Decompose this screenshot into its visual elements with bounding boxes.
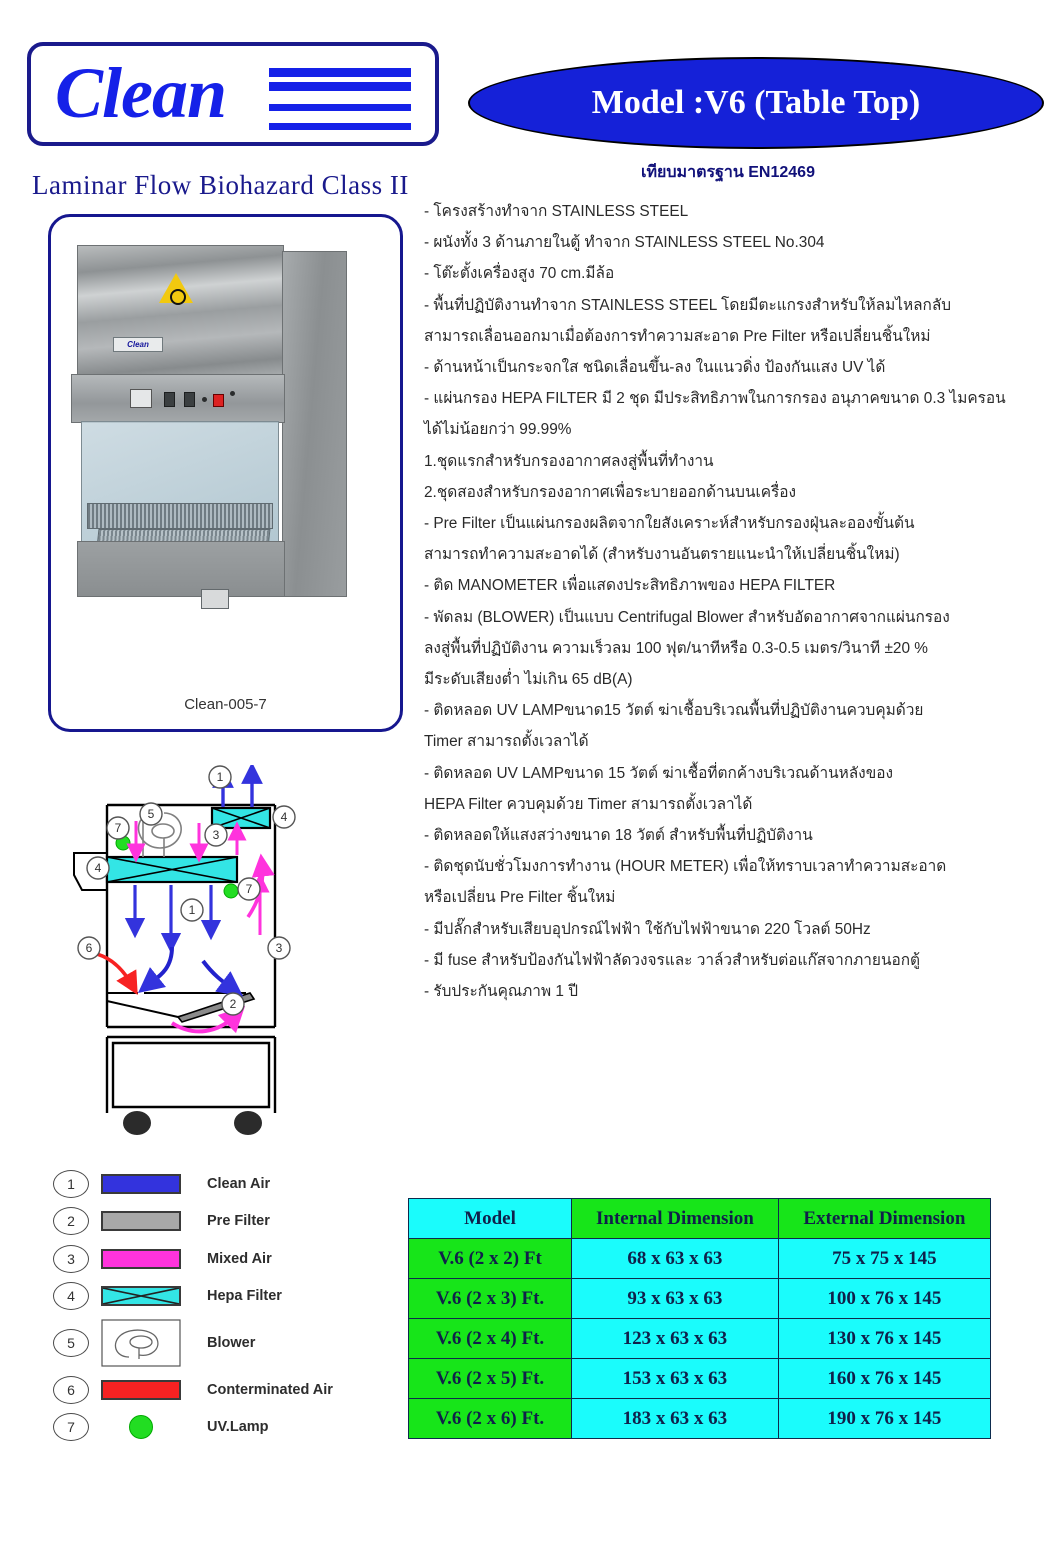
indicator-lamp	[202, 397, 207, 402]
spec-line: - โต๊ะตั้งเครื่องสูง 70 cm.มีล้อ	[424, 265, 615, 283]
knob-icon	[230, 391, 235, 396]
table-header-cell: External Dimension	[778, 1199, 990, 1239]
svg-text:3: 3	[275, 941, 283, 955]
cabinet-base	[77, 541, 285, 597]
legend-row	[45, 1165, 395, 1203]
spec-line: Timer สามารถตั้งเวลาได้	[424, 733, 589, 751]
cabinet-upper-housing	[77, 245, 284, 377]
legend-number: 3	[53, 1245, 89, 1273]
spec-line: ได้ไม่น้อยกว่า 99.99%	[424, 421, 572, 439]
photo-caption: Clean-005-7	[184, 696, 267, 713]
legend-label: Blower	[207, 1335, 256, 1351]
table-header-cell: Internal Dimension	[572, 1199, 779, 1239]
table-header-row	[409, 1199, 991, 1239]
legend-number: 1	[53, 1170, 89, 1198]
cabinet-control-panel	[71, 374, 285, 423]
svg-text:7: 7	[245, 882, 253, 896]
svg-text:4: 4	[280, 810, 288, 824]
table-cell: 75 x 75 x 145	[778, 1239, 990, 1279]
svg-text:1: 1	[216, 770, 224, 784]
legend-row	[45, 1278, 395, 1316]
legend-number: 4	[53, 1282, 89, 1310]
switch-two	[184, 392, 195, 407]
table-row	[409, 1279, 991, 1319]
power-outlet	[201, 589, 229, 609]
svg-text:1: 1	[188, 903, 196, 917]
cabinet-grille-upper	[87, 503, 273, 529]
legend-label: Clean Air	[207, 1175, 271, 1192]
svg-text:7: 7	[114, 821, 122, 835]
legend-label: Mixed Air	[207, 1250, 272, 1267]
legend-row	[45, 1240, 395, 1278]
legend-swatch-wrap	[89, 1174, 193, 1194]
legend-label: Conterminated Air	[207, 1381, 333, 1398]
spec-line: - มี fuse สำหรับป้องกันไฟฟ้าลัดวงจรและ วาล์วสำหรับต่อแก๊สจากภายนอกตู้	[424, 951, 921, 969]
spec-line: มีระดับเสียงต่ำ ไม่เกิน 65 dB(A)	[424, 671, 633, 689]
legend-swatch-wrap	[89, 1286, 193, 1306]
table-cell: 93 x 63 x 63	[572, 1279, 779, 1319]
legend-label: UV.Lamp	[207, 1419, 269, 1436]
table-cell: 153 x 63 x 63	[572, 1359, 779, 1399]
brand-logo-text: Clean	[55, 53, 227, 133]
legend-number: 5	[53, 1329, 89, 1357]
svg-text:6: 6	[85, 941, 93, 955]
table-cell: V.6 (2 x 4) Ft.	[409, 1319, 572, 1359]
legend-swatch-wrap	[89, 1211, 193, 1231]
table-row	[409, 1239, 991, 1279]
power-indicator-red	[213, 394, 224, 407]
spec-line: ลงสู่พื้นที่ปฏิบัติงาน ความเร็วลม 100 ฟุต/นาทีหรือ 0.3-0.5 เมตร/วินาที ±20 %	[424, 639, 928, 657]
spec-line: - พื้นที่ปฏิบัติงานทำจาก STAINLESS STEEL โดยมีตะแกรงสำหรับให้ลมไหลกลับ	[424, 296, 952, 314]
spec-line: สามารถทำความสะอาดได้ (สำหรับงานอันตรายแนะนำให้เปลี่ยนชิ้นใหม่)	[424, 546, 900, 564]
manometer-gauge	[130, 389, 152, 408]
dimension-table	[408, 1198, 991, 1439]
spec-line: - ติดหลอด UV LAMPขนาด 15 วัตต์ ฆ่าเชื้อที่ตกค้างบริเวณด้านหลังของ	[424, 764, 893, 782]
standard-label: เทียบมาตรฐาน EN12469	[641, 164, 815, 181]
table-cell: V.6 (2 x 6) Ft.	[409, 1399, 572, 1439]
table-cell: 68 x 63 x 63	[572, 1239, 779, 1279]
legend-swatch-wrap	[89, 1380, 193, 1400]
table-cell: V.6 (2 x 3) Ft.	[409, 1279, 572, 1319]
brand-logo-bars-icon	[269, 68, 411, 130]
spec-line: - พัดลม (BLOWER) เป็นแบบ Centrifugal Blower สำหรับอัดอากาศจากแผ่นกรอง	[424, 608, 950, 626]
legend-swatch-wrap	[89, 1319, 193, 1367]
specification-list	[424, 196, 1024, 1007]
svg-text:2: 2	[229, 997, 237, 1011]
legend-swatch-wrap	[89, 1249, 193, 1269]
spec-line: หรือเปลี่ยน Pre Filter ชิ้นใหม่	[424, 889, 616, 907]
spec-line: - Pre Filter เป็นแผ่นกรองผลิตจากใยสังเคราะห์สำหรับกรองฝุ่นละอองขั้นต้น	[424, 515, 915, 533]
dimension-table-body	[409, 1199, 991, 1439]
spec-line: - ผนังทั้ง 3 ด้านภายในตู้ ทำจาก STAINLESS STEEL No.304	[424, 234, 825, 252]
biohazard-symbol-inner	[170, 289, 186, 305]
product-subtitle: Laminar Flow Biohazard Class II	[32, 170, 409, 200]
legend-number: 6	[53, 1376, 89, 1404]
table-cell: 183 x 63 x 63	[572, 1399, 779, 1439]
brand-logo-box	[27, 42, 439, 146]
cabinet-side-panel	[282, 251, 347, 597]
legend-number: 2	[53, 1207, 89, 1235]
table-row	[409, 1399, 991, 1439]
table-cell: 190 x 76 x 145	[778, 1399, 990, 1439]
legend-label: Pre Filter	[207, 1213, 270, 1230]
legend-color-swatch	[101, 1380, 181, 1400]
legend-row	[45, 1315, 395, 1371]
spec-line: - ติด MANOMETER เพื่อแสดงประสิทธิภาพของ HEPA FILTER	[424, 577, 836, 595]
legend-color-swatch	[101, 1174, 181, 1194]
table-cell: 130 x 76 x 145	[778, 1319, 990, 1359]
legend-row	[45, 1409, 395, 1447]
table-cell: 123 x 63 x 63	[572, 1319, 779, 1359]
model-title-text: Model :V6 (Table Top)	[591, 84, 921, 121]
uv-lamp-swatch-icon	[129, 1415, 153, 1439]
spec-line: - มีปลั๊กสำหรับเสียบอุปกรณ์ไฟฟ้า ใช้กับไฟฟ้าขนาด 220 โวลต์ 50Hz	[424, 920, 871, 938]
spec-line: 1.ชุดแรกสำหรับกรองอากาศลงสู่พื้นที่ทำงาน	[424, 452, 714, 470]
svg-text:3: 3	[212, 828, 220, 842]
spec-line: - ติดหลอดให้แสงสว่างขนาด 18 วัตต์ สำหรับพื้นที่ปฏิบัติงาน	[424, 827, 813, 845]
legend-number: 7	[53, 1413, 89, 1441]
table-cell: V.6 (2 x 5) Ft.	[409, 1359, 572, 1399]
table-row	[409, 1359, 991, 1399]
cabinet-brand-plate: Clean	[113, 337, 163, 352]
blower-swatch-icon	[101, 1319, 181, 1367]
product-photo-frame	[48, 214, 403, 732]
table-header-cell: Model	[409, 1199, 572, 1239]
diagram-legend	[45, 1165, 395, 1446]
hepa-filter-supply	[107, 857, 237, 882]
spec-line: - แผ่นกรอง HEPA FILTER มี 2 ชุด มีประสิทธิภาพในการกรอง อนุภาคขนาด 0.3 ไมครอน	[424, 390, 1006, 408]
caster-wheel-right	[234, 1111, 262, 1135]
spec-line: - ด้านหน้าเป็นกระจกใส ชนิดเลื่อนขึ้น-ลง ในแนวดิ่ง ป้องกันแสง UV ได้	[424, 359, 886, 377]
legend-color-swatch	[101, 1249, 181, 1269]
legend-row	[45, 1203, 395, 1241]
spec-line: - ติดชุดนับชั่วโมงการทำงาน (HOUR METER) เพื่อให้ทราบเวลาทำความสะอาด	[424, 858, 947, 876]
switch-one	[164, 392, 175, 407]
table-cell: 160 x 76 x 145	[778, 1359, 990, 1399]
legend-color-swatch	[101, 1211, 181, 1231]
legend-label: Hepa Filter	[207, 1288, 282, 1305]
spec-line: 2.ชุดสองสำหรับกรองอากาศเพื่อระบายออกด้านบนเครื่อง	[424, 483, 797, 501]
legend-swatch-wrap	[89, 1415, 193, 1439]
table-cell: V.6 (2 x 2) Ft	[409, 1239, 572, 1279]
spec-line: - ติดหลอด UV LAMPขนาด15 วัตต์ ฆ่าเชื้อบริเวณพื้นที่ปฏิบัติงานควบคุมด้วย	[424, 702, 924, 720]
svg-text:4: 4	[94, 861, 102, 875]
uv-lamp-lower	[224, 884, 238, 898]
caster-wheel-left	[123, 1111, 151, 1135]
legend-color-swatch	[101, 1286, 181, 1306]
hepa-cross-icon	[103, 1288, 179, 1304]
table-row	[409, 1319, 991, 1359]
spec-line: - โครงสร้างทำจาก STAINLESS STEEL	[424, 203, 689, 220]
spec-line: HEPA Filter ควบคุมด้วย Timer สามารถตั้งเวลาได้	[424, 795, 753, 813]
spec-line: - รับประกันคุณภาพ 1 ปี	[424, 983, 578, 1001]
table-cell: 100 x 76 x 145	[778, 1279, 990, 1319]
airflow-diagram	[60, 765, 390, 1145]
legend-row	[45, 1371, 395, 1409]
svg-text:5: 5	[147, 807, 155, 821]
spec-line: สามารถเลื่อนออกมาเมื่อต้องการทำความสะอาด Pre Filter หรือเปลี่ยนชิ้นใหม่	[424, 327, 931, 345]
model-title-banner	[468, 57, 1044, 149]
